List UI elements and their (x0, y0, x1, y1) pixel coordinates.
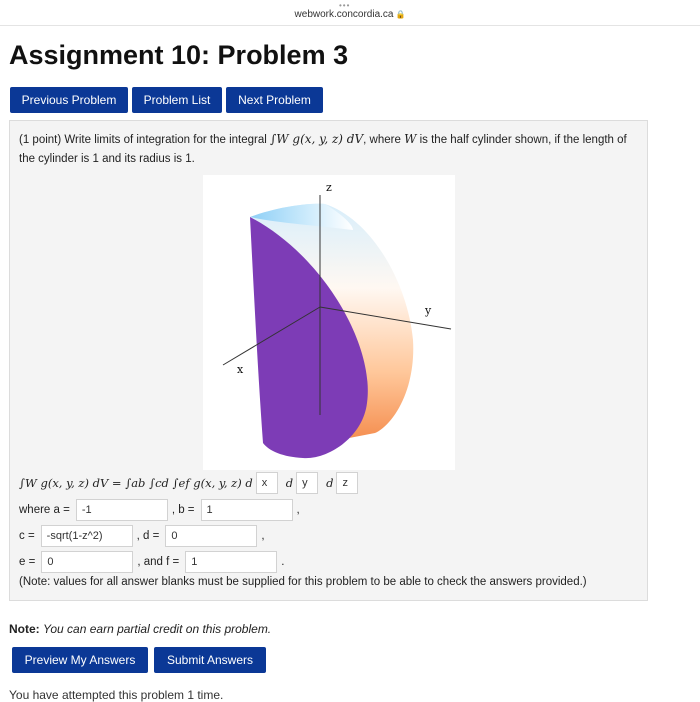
lock-icon: 🔒 (395, 10, 406, 19)
next-problem-button[interactable]: Next Problem (226, 87, 323, 113)
f-label: , and f = (137, 556, 180, 568)
a-b-row (19, 499, 300, 521)
c-d-row (19, 525, 265, 547)
a-label: where a = (19, 504, 70, 516)
c-input[interactable] (41, 525, 133, 547)
problem-intro: (1 point) Write limits of integration for the integral (19, 134, 267, 146)
region-symbol: W (404, 132, 417, 146)
b-input[interactable] (201, 499, 293, 521)
a-input[interactable] (76, 499, 168, 521)
f-input[interactable] (185, 551, 277, 573)
problem-statement (19, 130, 639, 169)
variable-3-input[interactable] (336, 472, 358, 494)
y-axis-label: y (425, 304, 432, 317)
browser-address-bar[interactable] (0, 0, 700, 26)
url-text[interactable] (0, 9, 700, 20)
partial-credit-text: You can earn partial credit on this problem. (43, 622, 272, 636)
problem-panel (9, 120, 648, 601)
d-symbol-2: d (326, 476, 334, 490)
tab-dots: ••• (339, 1, 351, 10)
problem-rest: is the half cylinder shown, if the length of the cylinder is 1 and its radius is 1. (19, 134, 627, 165)
answer-note-text: (Note: values for all answer blanks must be supplied for this problem to be able to check the answers provided.) (19, 576, 587, 588)
z-axis-label: z (326, 181, 332, 194)
page-title: Assignment 10: Problem 3 (9, 40, 349, 70)
e-input[interactable] (41, 551, 133, 573)
b-label: , b = (171, 504, 195, 516)
answer-note (19, 576, 587, 588)
integral-expression: ∫W g(x, y, z) dV (270, 132, 364, 146)
preview-answers-button[interactable]: Preview My Answers (12, 647, 148, 673)
d-input[interactable] (165, 525, 257, 547)
period: . (281, 556, 285, 568)
problem-middle: , where (363, 134, 401, 146)
d-symbol-1: d (285, 476, 294, 490)
equation-lhs: ∫W g(x, y, z) dV = ∫ab ∫cd ∫ef g(x, y, z) d (19, 476, 253, 490)
d-label: , d = (136, 530, 160, 542)
e-f-row (19, 551, 284, 573)
comma-1: , (296, 504, 300, 516)
attempts-status: You have attempted this problem 1 time. (9, 688, 224, 702)
submit-answers-button[interactable]: Submit Answers (154, 647, 266, 673)
url-label: webwork.concordia.ca (294, 9, 394, 20)
partial-credit-note (9, 622, 271, 636)
figure-svg (203, 175, 455, 470)
variable-2-input[interactable] (296, 472, 318, 494)
previous-problem-button[interactable]: Previous Problem (10, 87, 128, 113)
problem-list-button[interactable]: Problem List (132, 87, 222, 113)
c-label: c = (19, 530, 35, 542)
e-label: e = (19, 556, 36, 568)
half-cylinder-figure (203, 175, 455, 470)
x-axis-label: x (237, 363, 244, 376)
comma-2: , (261, 530, 265, 542)
partial-credit-label: Note: (9, 622, 40, 636)
variable-1-input[interactable] (256, 472, 278, 494)
integral-equation-row (19, 472, 358, 494)
